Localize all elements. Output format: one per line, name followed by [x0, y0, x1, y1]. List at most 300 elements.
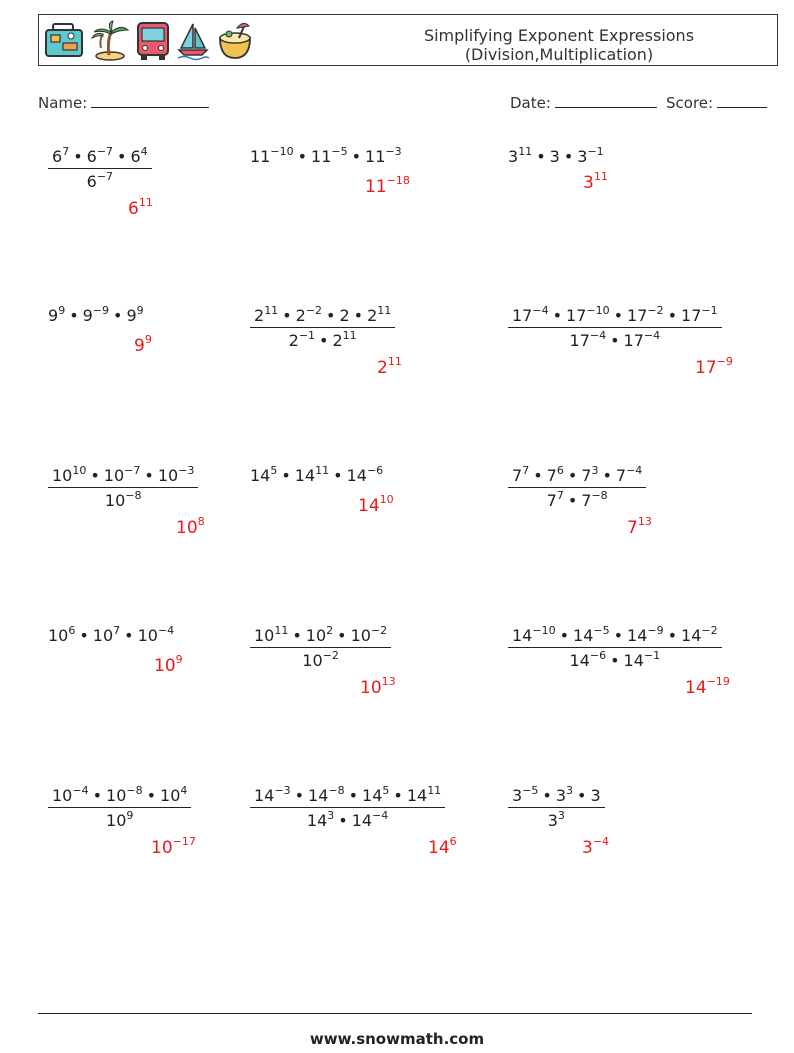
- problem-expression: [48, 626, 174, 645]
- term-base: 14: [250, 466, 271, 485]
- multiply-dot: •: [353, 306, 364, 325]
- term-exponent: 11: [427, 784, 442, 797]
- multiply-dot: •: [69, 306, 79, 325]
- term-base: 10: [302, 651, 323, 670]
- sailboat-icon: [175, 20, 211, 62]
- power-term: [250, 466, 277, 485]
- multiply-dot: •: [92, 786, 103, 805]
- answer-exponent: 9: [175, 653, 183, 666]
- answer-exponent: 6: [449, 835, 457, 848]
- term-base: 14: [294, 466, 316, 485]
- numerator: [508, 786, 605, 807]
- term-base: 10: [305, 626, 327, 645]
- answer: [151, 835, 196, 858]
- fraction: [250, 786, 445, 830]
- term-base: 2: [295, 306, 306, 325]
- score-field: [666, 93, 767, 112]
- answer-exponent: −18: [386, 174, 410, 187]
- term-base: 2: [254, 306, 265, 325]
- power-term: [87, 147, 113, 166]
- term-base: 3: [512, 786, 523, 805]
- power-term: [367, 306, 391, 325]
- denominator: [48, 488, 198, 510]
- answer-exponent: 8: [197, 515, 205, 528]
- term-exponent: −7: [96, 170, 114, 183]
- answer: [685, 675, 730, 698]
- term-base: 6: [86, 147, 97, 166]
- term-base: 3: [547, 811, 558, 830]
- term-exponent: −10: [586, 304, 610, 317]
- term-exponent: 7: [113, 624, 121, 637]
- answer-base: 10: [154, 656, 176, 676]
- answer-exponent: 11: [593, 170, 608, 183]
- term-exponent: −1: [701, 304, 718, 317]
- date-blank[interactable]: [555, 93, 657, 108]
- problem-expression: [250, 786, 445, 830]
- power-term: [106, 786, 143, 805]
- term-exponent: −5: [331, 145, 348, 158]
- problem-expression: [250, 306, 395, 350]
- term-base: 14: [306, 811, 328, 830]
- term-base: 10: [106, 786, 127, 805]
- answer-base: 7: [627, 518, 638, 538]
- multiply-dot: •: [533, 466, 543, 485]
- fraction: [48, 786, 191, 830]
- term-base: 10: [137, 626, 158, 645]
- power-term: [302, 651, 339, 670]
- term-exponent: 9: [126, 809, 134, 822]
- term-exponent: 7: [556, 489, 564, 502]
- numerator: [508, 466, 646, 487]
- term-base: 10: [106, 811, 127, 830]
- term-exponent: 3: [557, 809, 565, 822]
- term-base: 17: [627, 306, 648, 325]
- denominator: [48, 808, 191, 830]
- power-term: [512, 466, 529, 485]
- answer-exponent: 11: [138, 196, 153, 209]
- term-base: 7: [512, 466, 523, 485]
- power-term: [347, 466, 384, 485]
- term-exponent: −4: [643, 329, 661, 342]
- term-exponent: 9: [58, 304, 66, 317]
- term-base: 10: [104, 491, 126, 510]
- term-exponent: −6: [589, 649, 607, 662]
- term-exponent: −4: [372, 809, 389, 822]
- score-blank[interactable]: [717, 93, 767, 108]
- footer-divider: [38, 1013, 752, 1014]
- answer-base: 11: [365, 177, 387, 197]
- multiply-dot: •: [282, 306, 292, 325]
- answer: [627, 515, 652, 538]
- answer: [377, 355, 402, 378]
- multiply-dot: •: [613, 306, 624, 325]
- term-exponent: 7: [522, 464, 530, 477]
- term-base: 9: [48, 306, 59, 325]
- answer-exponent: 10: [379, 493, 394, 506]
- denominator: [250, 328, 395, 350]
- numerator: [48, 786, 191, 807]
- term-base: 7: [546, 466, 557, 485]
- answer-exponent: 13: [637, 515, 652, 528]
- multiply-dot: •: [73, 147, 83, 166]
- power-term: [512, 306, 549, 325]
- bus-icon: [135, 20, 171, 62]
- answer-exponent: −4: [592, 835, 610, 848]
- multiply-dot: •: [351, 147, 362, 166]
- numerator: [508, 306, 722, 327]
- power-term: [351, 626, 388, 645]
- term-exponent: −2: [305, 304, 323, 317]
- name-blank[interactable]: [91, 93, 209, 108]
- multiply-dot: •: [610, 331, 620, 350]
- multiply-dot: •: [294, 786, 305, 805]
- multiply-dot: •: [613, 626, 624, 645]
- answer-base: 10: [176, 518, 198, 538]
- power-term: [104, 466, 141, 485]
- denominator: [508, 328, 722, 350]
- product: [48, 306, 144, 325]
- multiply-dot: •: [610, 651, 620, 670]
- term-base: 14: [362, 786, 383, 805]
- power-term: [547, 491, 564, 510]
- term-exponent: 4: [180, 784, 188, 797]
- multiply-dot: •: [124, 626, 134, 645]
- term-base: 14: [308, 786, 329, 805]
- term-base: 7: [581, 491, 592, 510]
- product: [48, 626, 174, 645]
- date-field: [510, 93, 657, 112]
- denominator: [250, 808, 445, 830]
- numerator: [250, 786, 445, 807]
- term-base: 3: [555, 786, 567, 805]
- numerator: [508, 626, 722, 647]
- power-term: [508, 147, 532, 166]
- term-exponent: 10: [72, 464, 87, 477]
- power-term: [158, 466, 195, 485]
- power-term: [138, 626, 175, 645]
- power-term: [160, 786, 187, 805]
- power-term: [52, 786, 89, 805]
- power-term: [254, 786, 291, 805]
- power-term: [365, 147, 402, 166]
- denominator: [508, 808, 605, 830]
- power-term: [130, 147, 147, 166]
- numerator: [48, 147, 152, 168]
- multiply-dot: •: [338, 811, 348, 830]
- suitcase-icon: [43, 21, 85, 61]
- term-base: 7: [615, 466, 627, 485]
- multiply-dot: •: [281, 466, 291, 485]
- answer: [582, 835, 610, 858]
- term-exponent: 3: [591, 464, 599, 477]
- term-base: 14: [623, 651, 644, 670]
- power-term: [627, 306, 664, 325]
- term-exponent: 11: [377, 304, 392, 317]
- worksheet-title: Simplifying Exponent Expressions: [423, 26, 695, 45]
- power-term: [48, 306, 65, 325]
- power-term: [570, 651, 607, 670]
- answer-base: 6: [128, 199, 139, 219]
- power-term: [581, 466, 598, 485]
- answer: [365, 174, 410, 197]
- term-base: 2: [367, 306, 378, 325]
- multiply-dot: •: [567, 491, 578, 510]
- power-term: [105, 491, 142, 510]
- term-exponent: 11: [518, 145, 533, 158]
- fraction: [508, 626, 722, 670]
- term-exponent: −6: [366, 464, 384, 477]
- term-base: 10: [52, 466, 73, 485]
- term-base: 14: [569, 651, 590, 670]
- problem-expression: [48, 306, 144, 325]
- answer-base: 10: [151, 838, 173, 858]
- power-term: [548, 811, 565, 830]
- answer-exponent: −17: [172, 835, 196, 848]
- multiply-dot: •: [577, 786, 587, 805]
- power-term: [512, 786, 538, 805]
- power-term: [48, 626, 75, 645]
- power-term: [106, 811, 133, 830]
- term-base: 17: [623, 331, 644, 350]
- power-term: [52, 147, 69, 166]
- term-exponent: 5: [270, 464, 278, 477]
- problem-expression: [48, 786, 191, 830]
- multiply-dot: •: [292, 626, 302, 645]
- term-exponent: 9: [136, 304, 144, 317]
- term-exponent: −7: [124, 464, 141, 477]
- term-base: 14: [681, 626, 702, 645]
- multiply-dot: •: [567, 466, 578, 485]
- multiply-dot: •: [113, 306, 123, 325]
- power-term: [556, 786, 573, 805]
- term-exponent: −1: [587, 145, 604, 158]
- term-exponent: −8: [125, 489, 142, 502]
- footer-site: www.snowmath.com: [309, 1030, 485, 1048]
- power-term: [289, 331, 315, 350]
- problem-expression: [48, 466, 198, 510]
- term-base: 10: [160, 786, 181, 805]
- power-term: [254, 306, 278, 325]
- term-base: 10: [103, 466, 125, 485]
- power-term: [550, 147, 560, 166]
- denominator: [508, 488, 646, 510]
- term-base: 3: [508, 147, 519, 166]
- power-term: [547, 466, 564, 485]
- answer-base: 14: [358, 496, 380, 516]
- term-base: 2: [332, 331, 343, 350]
- term-exponent: −5: [593, 624, 610, 637]
- term-exponent: −3: [385, 145, 402, 158]
- term-base: 10: [92, 626, 114, 645]
- answer-base: 10: [360, 678, 382, 698]
- term-base: 7: [581, 466, 592, 485]
- problem-expression: [250, 626, 391, 670]
- fraction: [250, 626, 391, 670]
- power-term: [681, 626, 718, 645]
- term-exponent: 3: [327, 809, 335, 822]
- term-exponent: 11: [315, 464, 330, 477]
- term-exponent: −4: [157, 624, 175, 637]
- answer-exponent: 13: [381, 675, 396, 688]
- power-term: [566, 306, 610, 325]
- power-term: [362, 786, 389, 805]
- answer: [134, 333, 152, 356]
- product: [508, 147, 604, 166]
- term-base: 17: [681, 306, 702, 325]
- multiply-dot: •: [602, 466, 612, 485]
- power-term: [512, 626, 556, 645]
- fraction: [508, 466, 646, 510]
- multiply-dot: •: [333, 466, 343, 485]
- power-term: [295, 466, 329, 485]
- multiply-dot: •: [117, 147, 127, 166]
- term-base: 14: [254, 786, 275, 805]
- multiply-dot: •: [563, 147, 574, 166]
- term-exponent: −4: [72, 784, 89, 797]
- power-term: [624, 651, 661, 670]
- term-base: 3: [590, 786, 601, 805]
- denominator: [508, 648, 722, 670]
- power-term: [93, 626, 120, 645]
- power-term: [307, 811, 334, 830]
- term-exponent: −2: [322, 649, 339, 662]
- problem-expression: [508, 306, 722, 350]
- term-base: 6: [86, 172, 97, 191]
- date-label: Date:: [510, 94, 551, 112]
- coconut-drink-icon: [215, 20, 255, 62]
- fraction: [508, 786, 605, 830]
- answer-exponent: 9: [144, 333, 152, 346]
- term-base: 10: [157, 466, 179, 485]
- answer-base: 14: [685, 678, 707, 698]
- name-field: [38, 93, 209, 112]
- term-exponent: −2: [647, 304, 664, 317]
- product: [250, 147, 402, 166]
- answer: [358, 493, 394, 516]
- power-term: [83, 306, 109, 325]
- power-term: [590, 786, 600, 805]
- term-base: 9: [82, 306, 93, 325]
- term-exponent: −9: [647, 624, 664, 637]
- power-term: [126, 306, 143, 325]
- answer-base: 9: [134, 336, 145, 356]
- power-term: [577, 147, 603, 166]
- multiply-dot: •: [326, 306, 336, 325]
- problem-expression: [508, 466, 646, 510]
- term-exponent: 6: [556, 464, 564, 477]
- term-exponent: 3: [566, 784, 574, 797]
- answer-base: 2: [377, 358, 388, 378]
- term-exponent: −2: [701, 624, 718, 637]
- answer: [695, 355, 733, 378]
- answer: [176, 515, 205, 538]
- term-exponent: −3: [178, 464, 195, 477]
- multiply-dot: •: [337, 626, 347, 645]
- term-base: 6: [52, 147, 63, 166]
- header-icons: [43, 19, 255, 63]
- answer-base: 14: [428, 838, 450, 858]
- power-term: [570, 331, 607, 350]
- term-exponent: −1: [298, 329, 316, 342]
- term-exponent: −1: [643, 649, 661, 662]
- term-base: 7: [546, 491, 557, 510]
- term-exponent: 11: [264, 304, 279, 317]
- power-term: [407, 786, 441, 805]
- multiply-dot: •: [319, 331, 329, 350]
- answer: [583, 170, 608, 193]
- term-base: 9: [126, 306, 137, 325]
- power-term: [296, 306, 322, 325]
- term-exponent: −8: [591, 489, 608, 502]
- term-exponent: −4: [589, 329, 607, 342]
- term-exponent: −10: [532, 624, 556, 637]
- numerator: [48, 466, 198, 487]
- power-term: [254, 626, 288, 645]
- term-exponent: −4: [532, 304, 549, 317]
- answer-base: 3: [582, 838, 593, 858]
- numerator: [250, 626, 391, 647]
- term-exponent: −10: [270, 145, 294, 158]
- problem-expression: [48, 147, 152, 191]
- answer: [428, 835, 457, 858]
- multiply-dot: •: [79, 626, 89, 645]
- name-label: Name:: [38, 94, 88, 112]
- multiply-dot: •: [667, 626, 678, 645]
- multiply-dot: •: [146, 786, 157, 805]
- term-exponent: 2: [326, 624, 334, 637]
- multiply-dot: •: [536, 147, 546, 166]
- problem-expression: [508, 147, 604, 166]
- power-term: [627, 626, 664, 645]
- problem-expression: [250, 466, 383, 485]
- multiply-dot: •: [667, 306, 678, 325]
- term-base: 10: [350, 626, 371, 645]
- answer: [154, 653, 183, 676]
- term-base: 17: [512, 306, 533, 325]
- term-base: 14: [351, 811, 373, 830]
- term-base: 6: [130, 147, 141, 166]
- term-base: 14: [512, 626, 533, 645]
- problem-expression: [508, 626, 722, 670]
- worksheet-subtitle: (Division,Multiplication): [464, 45, 654, 64]
- multiply-dot: •: [348, 786, 359, 805]
- term-base: 17: [569, 331, 590, 350]
- term-exponent: −2: [370, 624, 388, 637]
- multiply-dot: •: [90, 466, 100, 485]
- term-base: 10: [48, 626, 69, 645]
- fraction: [48, 147, 152, 191]
- power-term: [306, 626, 333, 645]
- answer: [360, 675, 396, 698]
- term-exponent: 11: [342, 329, 357, 342]
- fraction: [250, 306, 395, 350]
- problem-expression: [250, 147, 402, 166]
- denominator: [48, 169, 152, 191]
- term-base: 14: [346, 466, 367, 485]
- fraction: [48, 466, 198, 510]
- power-term: [624, 331, 661, 350]
- answer: [128, 196, 153, 219]
- power-term: [308, 786, 345, 805]
- power-term: [339, 306, 349, 325]
- answer-exponent: 11: [387, 355, 402, 368]
- term-base: 11: [365, 147, 386, 166]
- power-term: [581, 491, 607, 510]
- answer-base: 3: [583, 173, 594, 193]
- term-exponent: 7: [62, 145, 70, 158]
- fraction: [508, 306, 722, 350]
- term-base: 3: [577, 147, 588, 166]
